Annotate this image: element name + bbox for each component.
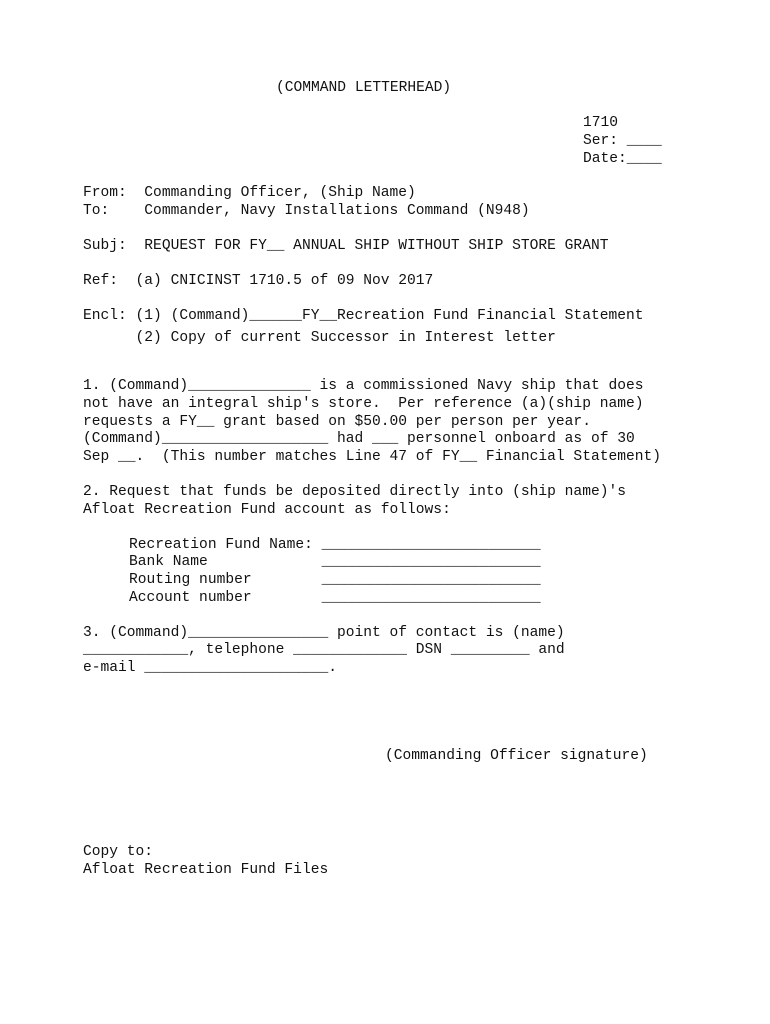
paragraph-3-line: e-mail _____________________.	[83, 660, 337, 676]
paragraph-3-line: ____________, telephone _____________ DSN _________ and	[83, 642, 565, 658]
paragraph-3-line: 3. (Command)________________ point of contact is (name)	[83, 625, 565, 641]
signature-line: (Commanding Officer signature)	[385, 748, 648, 764]
paragraph-1-line: requests a FY__ grant based on $50.00 per person per year.	[83, 414, 591, 430]
subject-line: Subj: REQUEST FOR FY__ ANNUAL SHIP WITHOUT SHIP STORE GRANT	[83, 238, 609, 254]
paragraph-2-line: 2. Request that funds be deposited directly into (ship name)'s	[83, 484, 626, 500]
paragraph-1-line: 1. (Command)______________ is a commissioned Navy ship that does	[83, 378, 644, 394]
bank-name-field: Bank Name _________________________	[129, 554, 541, 570]
enclosure-2: (2) Copy of current Successor in Interest letter	[83, 330, 556, 346]
routing-number-field: Routing number _________________________	[129, 572, 541, 588]
serial-field: Ser: ____	[583, 133, 662, 149]
paragraph-1-line: (Command)___________________ had ___ personnel onboard as of 30	[83, 431, 635, 447]
paragraph-1-line: not have an integral ship's store. Per reference (a)(ship name)	[83, 396, 644, 412]
paragraph-1-line: Sep __. (This number matches Line 47 of FY__ Financial Statement)	[83, 449, 662, 465]
date-field: Date:____	[583, 151, 662, 167]
reference-line: Ref: (a) CNICINST 1710.5 of 09 Nov 2017	[83, 273, 434, 289]
letterhead: (COMMAND LETTERHEAD)	[276, 80, 452, 96]
paragraph-2-line: Afloat Recreation Fund account as follows:	[83, 502, 451, 518]
ssic-code: 1710	[583, 115, 619, 131]
enclosure-1: Encl: (1) (Command)______FY__Recreation Fund Financial Statement	[83, 308, 644, 324]
copy-to-recipient: Afloat Recreation Fund Files	[83, 862, 329, 878]
from-line: From: Commanding Officer, (Ship Name)	[83, 185, 416, 201]
recreation-fund-name-field: Recreation Fund Name: _________________________	[129, 537, 541, 553]
account-number-field: Account number _________________________	[129, 590, 541, 606]
copy-to-heading: Copy to:	[83, 844, 154, 860]
to-line: To: Commander, Navy Installations Command (N948)	[83, 203, 530, 219]
